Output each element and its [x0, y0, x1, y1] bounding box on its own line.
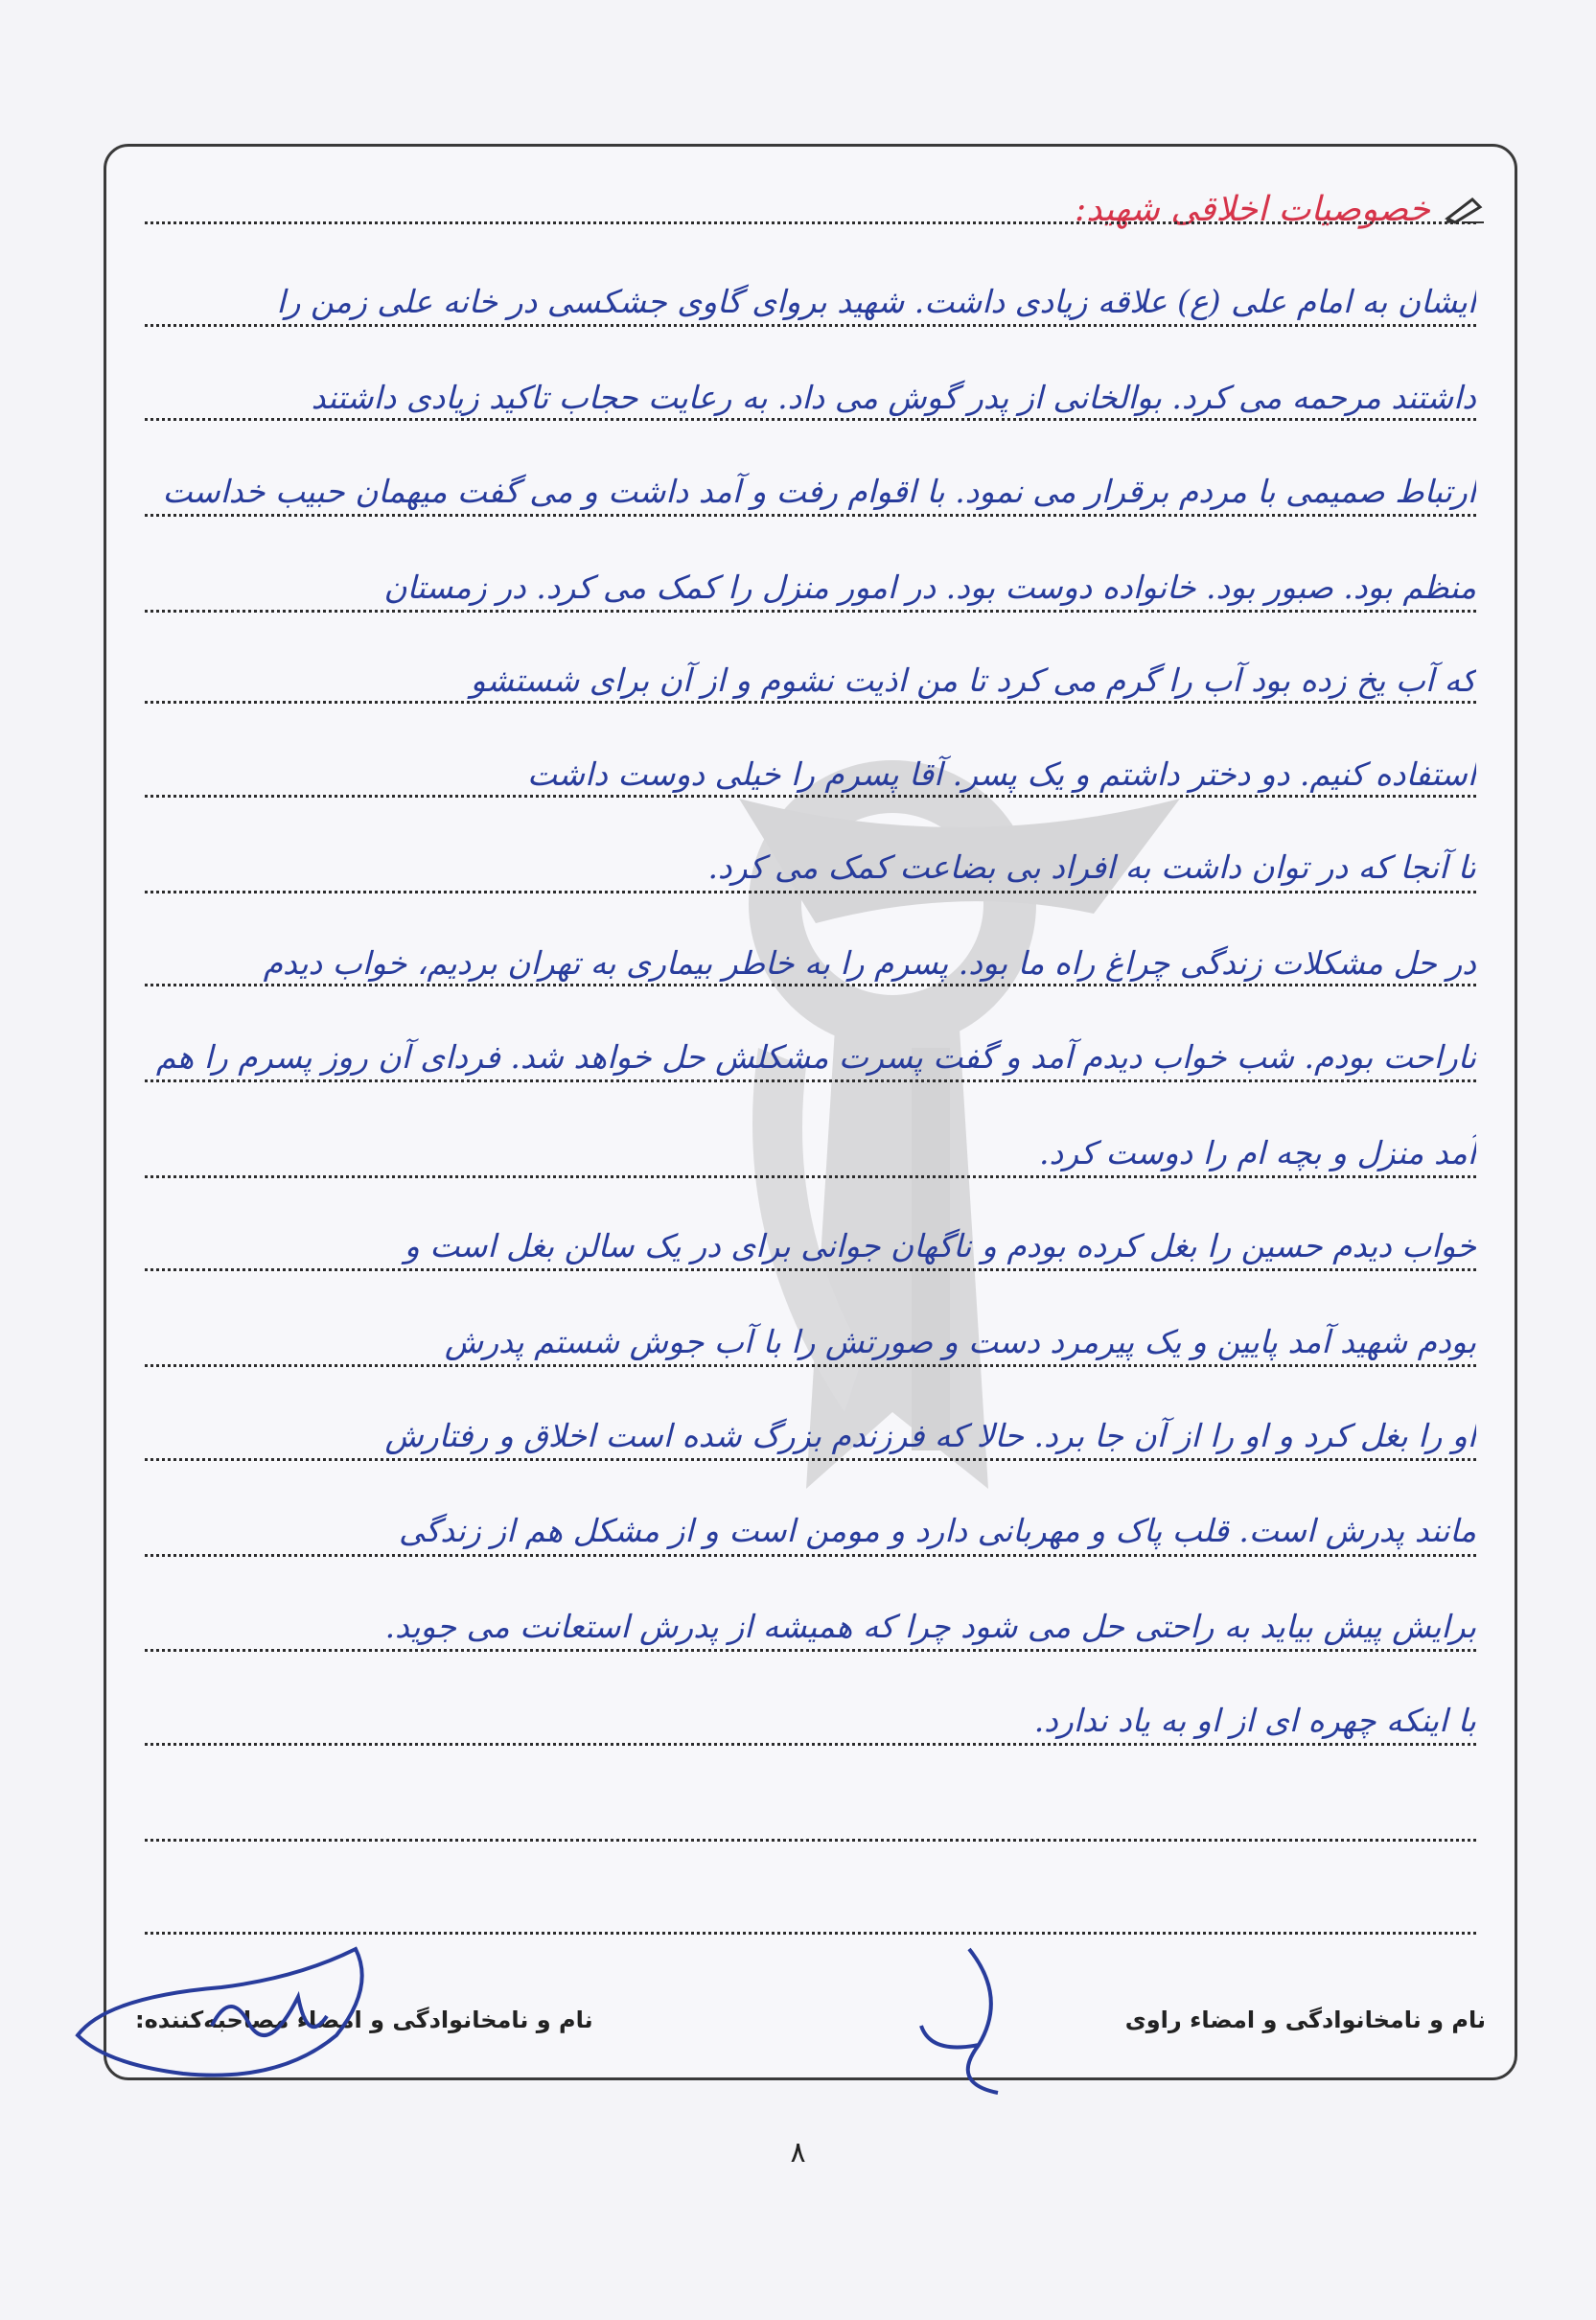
handwritten-line: آمد منزل و بچه ام را دوست کرد.: [1038, 1134, 1476, 1172]
handwritten-line: برایش پیش بیاید به راحتی حل می شود چرا که همیشه از پدرش استعانت می جوید.: [384, 1608, 1476, 1645]
signature-footer: [135, 1991, 1486, 2049]
handwritten-line: ناراحت بودم. شب خواب دیدم آمد و گفت پسرت مشکلش حل خواهد شد. فردای آن روز پسرم را هم: [155, 1038, 1476, 1076]
page-number: ۸: [790, 2136, 806, 2169]
ruled-line: [145, 610, 1476, 613]
handwritten-line: منظم بود. صبور بود. خانواده دوست بود. در امور منزل را کمک می کرد. در زمستان: [383, 568, 1476, 606]
ruled-line: [145, 1268, 1476, 1271]
ruled-line: [145, 514, 1476, 517]
ruled-line: [145, 1839, 1476, 1842]
handwritten-line: داشتند مرحمه می کرد. بوالخانی از پدر گوش می داد. به رعایت حجاب تاکید زیادی داشتند: [311, 379, 1476, 416]
ruled-line: [145, 221, 1476, 224]
ruled-line: [145, 1649, 1476, 1652]
handwritten-line: ارتباط صمیمی با مردم برقرار می نمود. با اقوام رفت و آمد داشت و می گفت میهمان حبیب خداست: [162, 473, 1476, 510]
ruled-line: [145, 1364, 1476, 1367]
handwritten-line: او را بغل کرد و او را از آن جا برد. حالا که فرزندم بزرگ شده است اخلاق و رفتارش: [384, 1417, 1476, 1454]
ruled-line: [145, 324, 1476, 327]
ruled-line: [145, 1743, 1476, 1746]
ruled-line: [145, 1175, 1476, 1178]
ruled-line: [145, 1932, 1476, 1935]
handwritten-line: تا آنجا که در توان داشت به افراد بی بضاعت کمک می کرد.: [707, 848, 1476, 886]
handwritten-line: با اینکه چهره ای از او به یاد ندارد.: [1033, 1702, 1476, 1739]
interviewer-signature-label: نام و نامخانوادگی و امضاء مصاحبه‌کننده:: [135, 2007, 593, 2033]
ruled-lines-area: [145, 147, 1476, 2077]
handwritten-line: مانند پدرش است. قلب پاک و مهربانی دارد و مومن است و از مشکل هم از زندگی: [399, 1512, 1476, 1549]
ruled-line: [145, 1458, 1476, 1461]
handwritten-line: استفاده کنیم. دو دختر داشتم و یک پسر. آقا پسرم را خیلی دوست داشت: [526, 755, 1476, 793]
interviewee-signature-label: نام و نامخانوادگی و امضاء راوی: [1124, 2007, 1486, 2033]
heading-text: خصوصیات اخلاقی شهید:: [1075, 189, 1430, 229]
handwritten-line: بودم شهید آمد پایین و یک پیرمرد دست و صورتش را با آب جوش شستم پدرش: [444, 1323, 1476, 1360]
handwritten-line: در حل مشکلات زندگی چراغ راه ما بود. پسرم را به خاطر بیماری به تهران بردیم، خواب دیدم: [263, 944, 1476, 982]
ruled-line: [145, 891, 1476, 893]
ruled-line: [145, 1554, 1476, 1557]
handwritten-line: خواب دیدم حسین را بغل کرده بودم و ناگهان جوانی برای در یک سالن بغل است و: [404, 1227, 1476, 1264]
handwritten-line: که آب یخ زده بود آب را گرم می کرد تا من اذیت نشوم و از آن برای شستشو: [470, 661, 1476, 699]
handwritten-line: ایشان به امام علی (ع) علاقه زیادی داشت. شهید بروای گاوی جشکسی در خانه علی زمن را: [276, 283, 1476, 320]
form-frame: [104, 144, 1517, 2080]
ruled-line: [145, 1079, 1476, 1082]
